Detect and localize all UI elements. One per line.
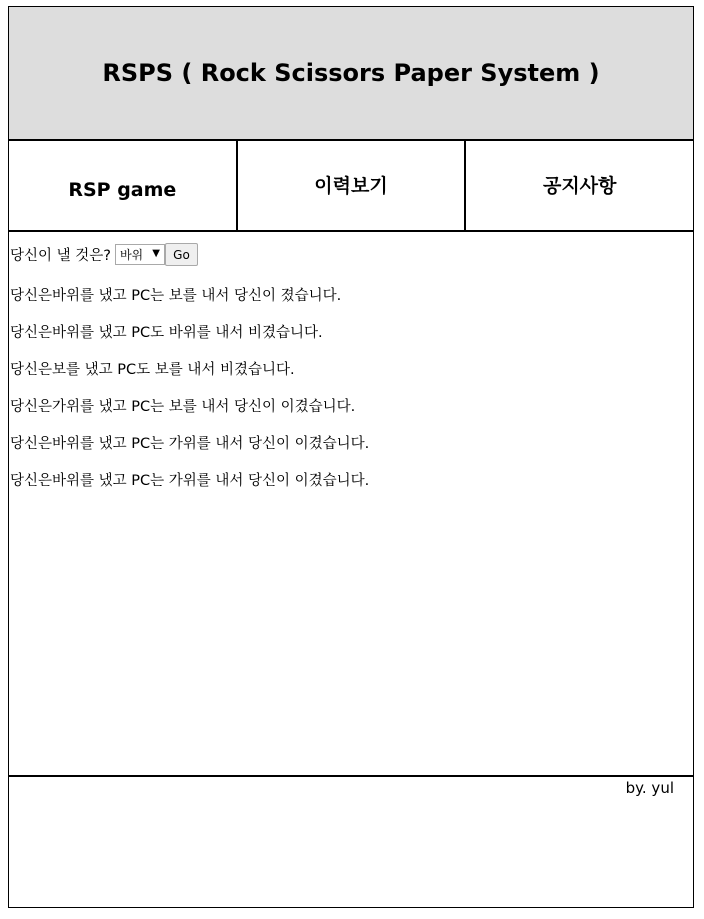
nav-notice[interactable] [464, 141, 693, 230]
choice-label: 당신이 낼 것은? [10, 248, 111, 264]
page-frame [8, 6, 694, 908]
choice-form [10, 243, 198, 266]
main-nav [9, 139, 693, 232]
page-footer [9, 775, 693, 907]
footer-credit: by. yul [625, 779, 674, 797]
nav-notice-label: 공지사항 [542, 175, 617, 197]
nav-rsp-game-label: RSP game [68, 178, 177, 201]
result-item: 당신은가위를 냈고 PC는 보를 내서 당신이 이겼습니다. [10, 399, 356, 415]
go-button[interactable]: Go [165, 243, 198, 266]
result-item: 당신은보를 냈고 PC도 보를 내서 비겼습니다. [10, 362, 295, 378]
choice-select-value: 바위 [119, 248, 144, 262]
results-list [10, 287, 369, 509]
result-item: 당신은바위를 냈고 PC는 가위를 내서 당신이 이겼습니다. [10, 436, 370, 452]
result-item: 당신은바위를 냈고 PC는 가위를 내서 당신이 이겼습니다. [10, 473, 370, 489]
chevron-down-icon: ▼ [152, 248, 160, 259]
result-item: 당신은바위를 냈고 PC도 바위를 내서 비겼습니다. [10, 325, 323, 341]
nav-rsp-game[interactable] [9, 141, 236, 230]
page-header [9, 7, 693, 139]
nav-history[interactable] [236, 141, 465, 230]
page-title: RSPS ( Rock Scissors Paper System ) [102, 59, 600, 87]
result-item: 당신은바위를 냈고 PC는 보를 내서 당신이 졌습니다. [10, 288, 342, 304]
game-content [9, 232, 693, 777]
nav-history-label: 이력보기 [314, 175, 388, 197]
choice-select[interactable] [115, 244, 165, 265]
